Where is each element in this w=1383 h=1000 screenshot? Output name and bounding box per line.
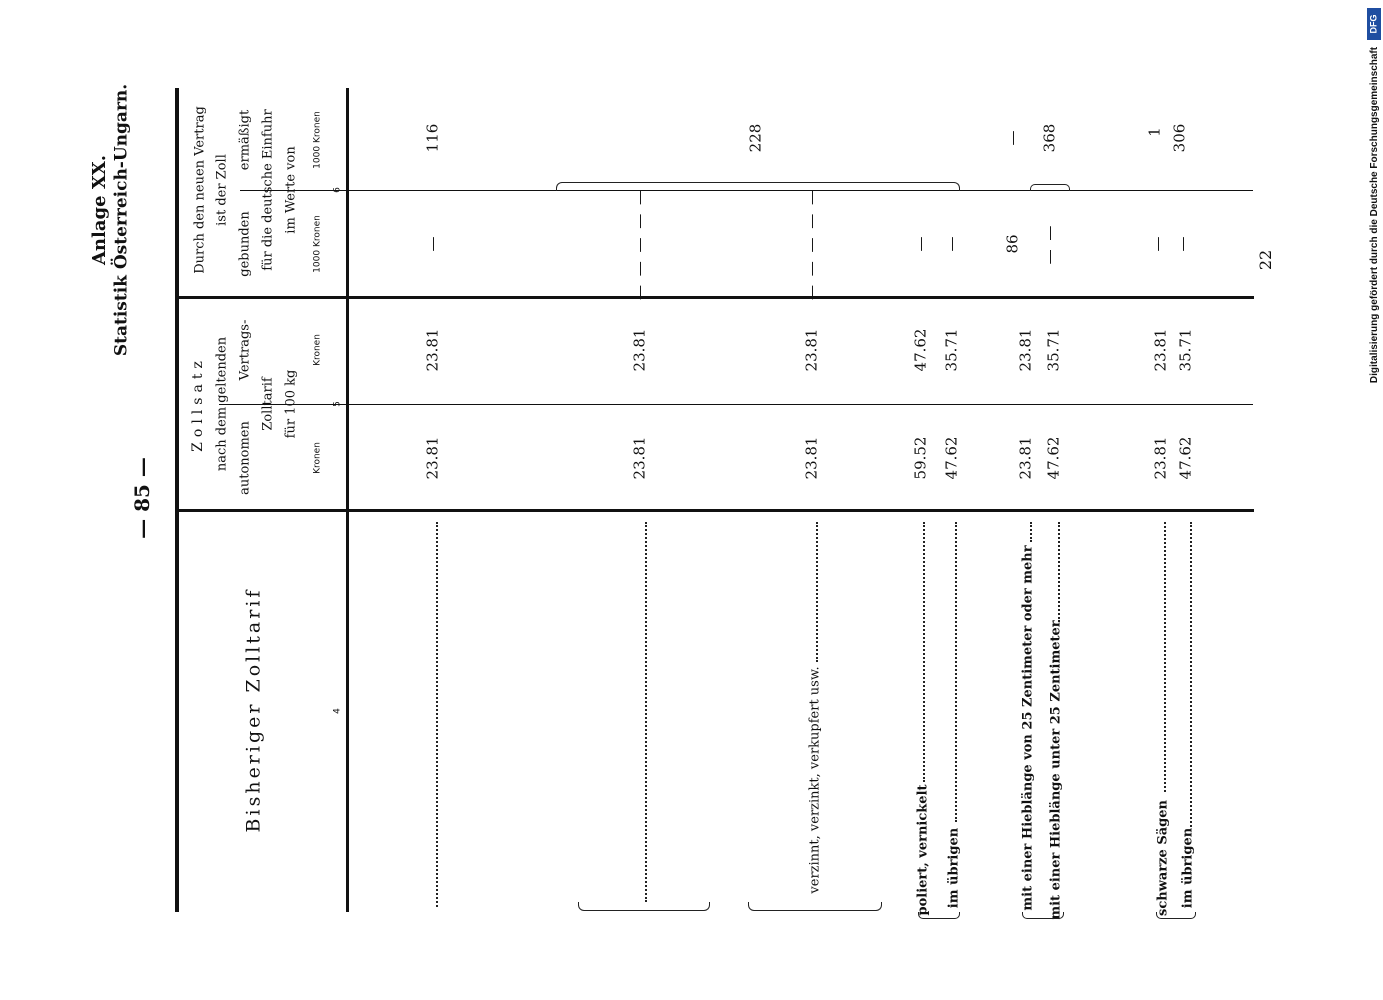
reduced-value-group-228: 228 [746,123,765,153]
row-8-9-brace [1156,912,1196,919]
row-1-reduced-value: 116 [423,123,442,153]
row-6-label: mit einer Hieblänge von 25 Zentimeter oder mehr [1020,545,1036,911]
row-9-autonomous-rate: 47.62 [1176,436,1195,480]
appendix-subtitle: Statistik Österreich-Ungarn. [111,83,132,357]
row-4-leader [923,522,925,782]
col6-unit-ermaessigt: 1000 Kronen [312,111,323,169]
row-9-bound-value: — [1173,236,1192,252]
row-6-reduced-value: — [1003,130,1022,146]
col4-col5-divider [179,509,1254,512]
table-top-rule [175,88,179,912]
row-8-autonomous-rate: 23.81 [1151,436,1170,480]
row-6-autonomous-rate: 23.81 [1016,436,1035,480]
dfg-logo [1367,8,1381,40]
col4-header-title: Bisheriger Zolltarif [242,587,265,833]
row-1-bound-value: — [423,236,442,252]
reduced-group-brace [556,182,960,191]
row-1-autonomous-rate: 23.81 [423,436,442,480]
row-7-bound-values: — — [1040,223,1059,265]
col6-header-line1: Durch den neuen Vertrag [192,106,208,274]
row-5-bound-value: — [942,236,961,252]
row-9-label: im übrigen [1180,827,1196,909]
row-4-5-brace [918,912,960,919]
row-5-treaty-rate: 35.71 [942,328,961,372]
col6-header-line2: ist der Zoll [214,154,230,226]
col5-unit-vertrags: Kronen [312,334,323,366]
row-2-bound-values: — — — — — [630,187,649,301]
appendix-title: Anlage XX. [89,154,110,266]
row-3-leader [816,522,818,662]
page-number: — 85 — [130,457,154,539]
row-8-bound-value: — [1148,236,1167,252]
row-2-group-brace [578,902,710,911]
col5-column-number: 5 [332,401,343,407]
row-3-treaty-rate: 23.81 [802,328,821,372]
row-9-leader [1190,522,1192,827]
col6-header-line4: für die deutsche Einfuhr [260,109,276,271]
row-1-leader [436,522,438,907]
row-8-treaty-rate: 23.81 [1151,328,1170,372]
row-3-autonomous-rate: 23.81 [802,436,821,480]
row-6-bound-value: 86 [1003,234,1022,254]
row-8-leader [1164,522,1166,792]
row-3-label: verzinnt, verzinkt, verkupfert usw. [807,666,823,894]
row-2-leader [645,522,647,902]
row-2-treaty-rate: 23.81 [630,328,649,372]
digitization-note: Digitalisierung gefördert durch die Deutsche Forschungsgemeinschaft [1369,46,1380,384]
col5-header-zolltarif: Zolltarif [260,377,276,431]
row-7-reduced-value: 368 [1040,123,1059,153]
col4-column-number: 4 [332,708,343,714]
row-4-treaty-rate: 47.62 [911,328,930,372]
row-5-label: im übrigen [946,827,962,909]
row-5-leader [955,522,957,822]
col5-unit-autonomen: Kronen [312,442,323,474]
header-bottom-rule [346,88,349,912]
row-5-autonomous-rate: 47.62 [942,436,961,480]
row-7-autonomous-rate: 47.62 [1044,436,1063,480]
row-7-label: mit einer Hieblänge unter 25 Zentimeter [1048,620,1064,920]
row-4-bound-value: — [911,236,930,252]
row-9-reduced-value: 306 [1170,123,1189,153]
col6-header-line5: im Werte von [283,146,299,234]
col6-column-number: 6 [332,187,343,193]
col5-header-per-100kg: für 100 kg [283,369,299,439]
row-8-label: schwarze Sägen [1155,800,1171,916]
col5-header-autonomen: autonomen [237,421,253,495]
row-1-treaty-rate: 23.81 [423,328,442,372]
dfg-logo-text: DFG [1368,14,1379,34]
col5-col6-divider [179,296,1254,299]
row-7-leader [1058,522,1060,622]
footer-page-number: 22 [1256,249,1275,271]
row-9-treaty-rate: 35.71 [1176,328,1195,372]
row-7-treaty-rate: 35.71 [1044,328,1063,372]
reduced-368-brace [1030,184,1070,191]
row-3-bound-values: — — — — — [802,187,821,301]
col5-sub-divider [305,404,1253,405]
row-3-group-brace [748,902,882,911]
col5-header-title: Zollsatz [190,356,206,452]
row-6-leader [1030,522,1032,542]
row-6-treaty-rate: 23.81 [1016,328,1035,372]
row-8-reduced-value: 1 [1145,127,1164,137]
col5-header-sub: nach dem geltenden [214,336,230,472]
row-4-label: poliert, vernickelt [915,784,931,916]
col6-header-gebunden: gebunden [237,211,253,277]
row-4-autonomous-rate: 59.52 [911,436,930,480]
col6-unit-gebunden: 1000 Kronen [312,215,323,273]
row-6-7-brace [1022,912,1064,919]
col6-header-ermaessigt: ermäßigt [237,109,253,171]
row-2-autonomous-rate: 23.81 [630,436,649,480]
col5-header-vertrags: Vertrags- [237,319,253,381]
